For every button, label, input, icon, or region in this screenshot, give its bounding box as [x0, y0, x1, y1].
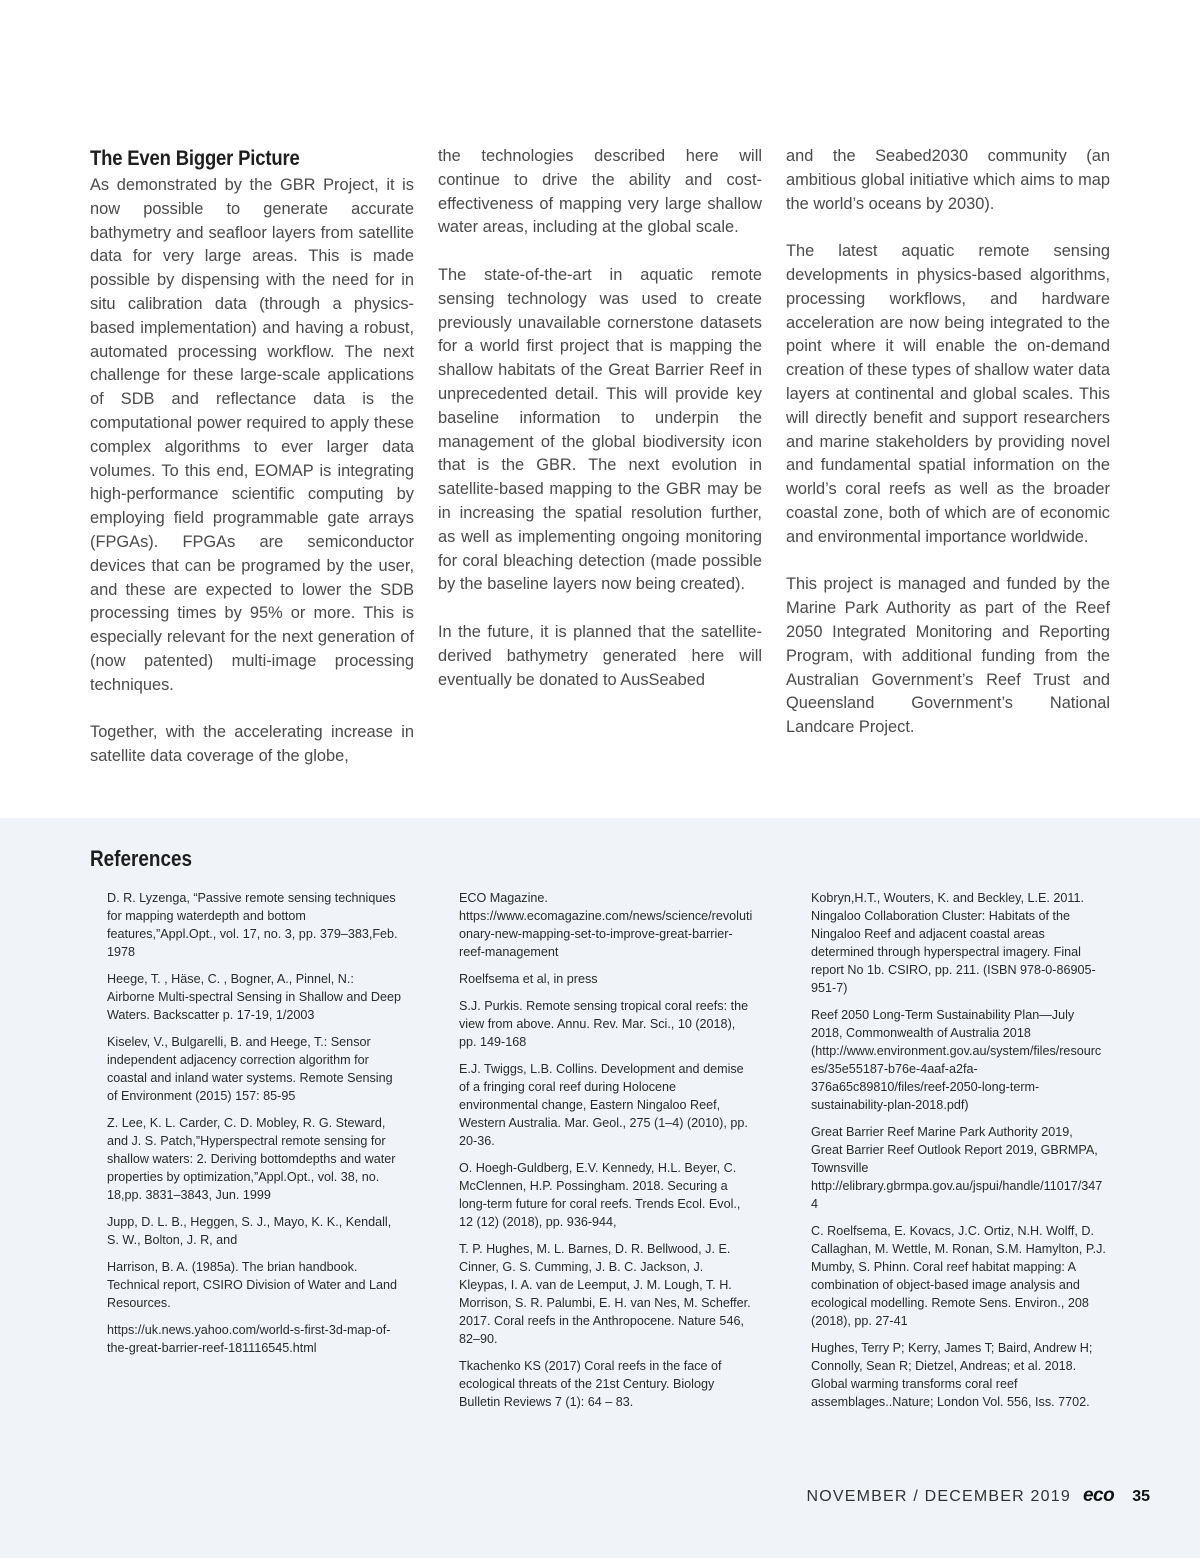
reference-item: Heege, T. , Häse, C. , Bogner, A., Pinnel, N.: Airborne Multi-spectral Sensing in Shallow and Deep Waters. Backscatter p. 17-19, 1/2003: [107, 972, 402, 1022]
issue-date: NOVEMBER / DECEMBER 2019: [806, 1488, 1071, 1505]
reference-item: Roelfsema et al, in press: [459, 972, 598, 986]
article-column-1: [90, 145, 414, 769]
article-paragraph: Together, with the accelerating increase in satellite data coverage of the globe,: [90, 723, 414, 766]
article-column-3: [786, 145, 1110, 769]
references-column-1: [107, 889, 403, 1420]
article-body: [90, 145, 1110, 769]
reference-item: D. R. Lyzenga, “Passive remote sensing techniques for mapping waterdepth and bottom features,”Appl.Opt., vol. 17, no. 3, pp. 379–383,Feb. 1978: [107, 891, 398, 959]
reference-item: S.J. Purkis. Remote sensing tropical coral reefs: the view from above. Annu. Rev. Mar. Sci., 10 (2018), pp. 149-168: [459, 999, 749, 1049]
article-paragraph: The latest aquatic remote sensing developments in physics-based algorithms, processing workflows, and hardware acceleration are now being integrated to the point where it will enable the on-demand creation of these types of shallow water data layers at continental and global scales. This will directly benefit and support researchers and marine stakeholders by providing novel and fundamental spatial information on the world’s coral reefs as well as the broader coastal zone, both of which are of economic and environmental importance worldwide.: [786, 242, 1110, 546]
article-paragraph: the technologies described here will continue to drive the ability and cost-effectiveness of mapping very large shallow water areas, including at the global scale.: [438, 147, 762, 237]
page-number: 35: [1132, 1488, 1150, 1505]
eco-logo: eco: [1082, 1485, 1115, 1506]
article-paragraph: In the future, it is planned that the satellite-derived bathymetry generated here will eventually be donated to AusSeabed: [438, 622, 762, 689]
reference-item: Kobryn,H.T., Wouters, K. and Beckley, L.E. 2011. Ningaloo Collaboration Cluster: Habitats of the Ningaloo Reef and adjacent coastal areas determined through hyperspectral imagery. Final report No 1b. CSIRO, pp. 211. (ISBN 978-0-86905-951-7): [811, 891, 1096, 995]
references-column-3: [811, 889, 1107, 1420]
reference-item: O. Hoegh-Guldberg, E.V. Kennedy, H.L. Beyer, C. McClennen, H.P. Possingham. 2018. Securing a long-term future for coral reefs. Trends Ecol. Evol., 12 (12) (2018), pp. 936-944,: [459, 1161, 741, 1229]
references-heading: References: [90, 846, 193, 871]
reference-link[interactable]: Reef 2050 Long-Term Sustainability Plan—July 2018, Commonwealth of Australia 2018 (http://www.environment.gov.au/system/files/resources/35e55187-b76e-4aaf-a2fa-376a65c89810/files/reef-2050-long-term-sustainability-plan-2018.pdf): [811, 1008, 1102, 1112]
article-paragraph: The state-of-the-art in aquatic remote sensing technology was used to create previously unavailable cornerstone datasets for a world first project that is mapping the shallow habitats of the Great Barrier Reef in unprecedented detail. This will provide key baseline information to underpin the management of the global biodiversity icon that is the GBR. The next evolution in satellite-based mapping to the GBR may be in increasing the spatial resolution further, as well as implementing ongoing monitoring for coral bleaching detection (made possible by the baseline layers now being created).: [438, 265, 762, 594]
reference-link[interactable]: Great Barrier Reef Marine Park Authority 2019, Great Barrier Reef Outlook Report 2019, GBRMPA, Townsville http://elibrary.gbrmpa.gov.au/jspui/handle/11017/3474: [811, 1125, 1103, 1211]
reference-item: C. Roelfsema, E. Kovacs, J.C. Ortiz, N.H. Wolff, D. Callaghan, M. Wettle, M. Ronan, S.M. Hamylton, P.J. Mumby, S. Phinn. Coral reef habitat mapping: A combination of object-based image analysis and ecological modelling. Remote Sens. Environ., 208 (2018), pp. 27-41: [811, 1224, 1106, 1328]
reference-item: Jupp, D. L. B., Heggen, S. J., Mayo, K. K., Kendall, S. W., Bolton, J. R, and: [107, 1215, 392, 1247]
references-list: [107, 889, 1107, 1420]
reference-item: Harrison, B. A. (1985a). The brian handbook. Technical report, CSIRO Division of Water and Land Resources.: [107, 1260, 398, 1310]
reference-item: E.J. Twiggs, L.B. Collins. Development and demise of a fringing coral reef during Holocene environmental change, Eastern Ningaloo Reef, Western Australia. Mar. Geol., 275 (1–4) (2010), pp. 20-36.: [459, 1062, 748, 1148]
article-paragraph: This project is managed and funded by the Marine Park Authority as part of the Reef 2050 Integrated Monitoring and Reporting Program, with additional funding from the Australian Government’s Reef Trust and Queensland Government’s National Landcare Project.: [786, 575, 1110, 737]
reference-item: Hughes, Terry P; Kerry, James T; Baird, Andrew H; Connolly, Sean R; Dietzel, Andreas; et al. 2018. Global warming transforms coral reef assemblages..Nature; London Vol. 556, Iss. 7702.: [811, 1341, 1093, 1409]
reference-item: Kiselev, V., Bulgarelli, B. and Heege, T.: Sensor independent adjacency correction algorithm for coastal and inland water systems. Remote Sensing of Environment (2015) 157: 85-95: [107, 1035, 393, 1103]
reference-item: Tkachenko KS (2017) Coral reefs in the face of ecological threats of the 21st Century. Biology Bulletin Reviews 7 (1): 64 – 83.: [459, 1359, 722, 1409]
references-panel: [0, 818, 1200, 1558]
article-column-2: [438, 145, 762, 769]
article-paragraph: As demonstrated by the GBR Project, it is now possible to generate accurate bathymetry and seafloor layers from satellite data for very large areas. This is made possible by dispensing with the need for in situ calibration data (through a physics-based implementation) and having a robust, automated processing workflow. The next challenge for these large-scale applications of SDB and reflectance data is the computational power required to apply these complex algorithms to ever larger data volumes. To this end, EOMAP is integrating high-performance scientific computing by employing field programmable gate arrays (FPGAs). FPGAs are semiconductor devices that can be programed by the user, and these are expected to lower the SDB processing times by 95% or more. This is especially relevant for the next generation of (now patented) multi-image processing techniques.: [90, 176, 414, 694]
page-footer: [807, 1485, 1150, 1507]
reference-item: T. P. Hughes, M. L. Barnes, D. R. Bellwood, J. E. Cinner, G. S. Cumming, J. B. C. Jackson, J. Kleypas, I. A. van de Leemput, J. M. Lough, T. H. Morrison, S. R. Palumbi, E. H. van Nes, M. Scheffer. 2017. Coral reefs in the Anthropocene. Nature 546, 82–90.: [459, 1242, 751, 1346]
reference-link[interactable]: ECO Magazine. https://www.ecomagazine.com/news/science/revolutionary-new-mapping-set-to-improve-great-barrier-reef-management: [459, 891, 753, 959]
article-paragraph: and the Seabed2030 community (an ambitious global initiative which aims to map the world’s oceans by 2030).: [786, 147, 1110, 213]
section-heading: The Even Bigger Picture: [90, 147, 300, 170]
reference-item: Z. Lee, K. L. Carder, C. D. Mobley, R. G. Steward, and J. S. Patch,”Hyperspectral remote sensing for shallow waters: 2. Deriving bottomdepths and water properties by optimization,”Appl.Opt., vol. 38, no. 18,pp. 3831–3843, Jun. 1999: [107, 1116, 396, 1202]
references-column-2: [459, 889, 755, 1420]
reference-link[interactable]: https://uk.news.yahoo.com/world-s-first-3d-map-of-the-great-barrier-reef-181116545.html: [107, 1323, 391, 1355]
